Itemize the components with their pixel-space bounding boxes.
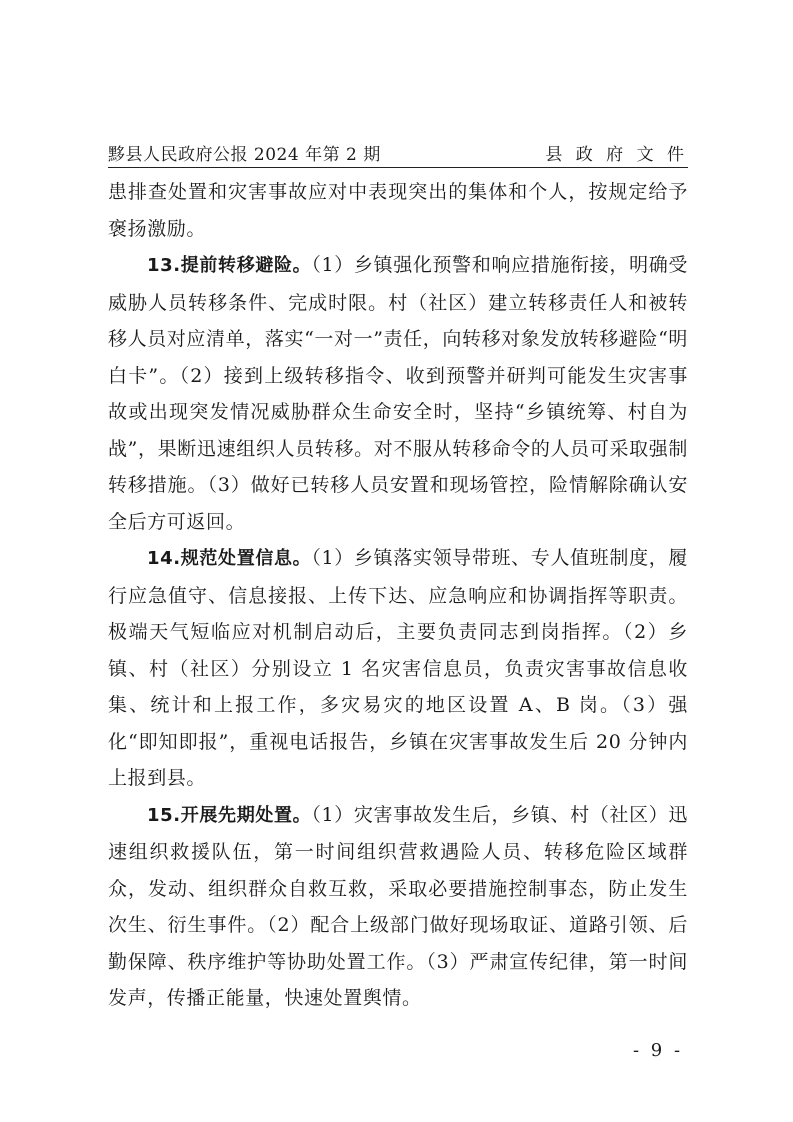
item-heading: 14.规范处置信息。 (147, 548, 312, 569)
paragraph-continuation (108, 174, 688, 247)
paragraph-text: （1）灾害事故发生后，乡镇、村（社区）迅速组织救援队伍，第一时间组织营救遇险人员、转移危险区域群众，发动、组织群众自救互救，采取必要措施控制事态，防止发生次生、衍生事件。（2）配合上级部门做好现场取证、道路引领、后勤保障、秩序维护等协助处置工作。（3）严肃宣传纪律，第一时间发声，传播正能量，快速处置舆情。 (108, 803, 688, 1009)
running-header (108, 140, 688, 166)
gazette-title: 黟县人民政府公报 2024 年第 2 期 (108, 145, 381, 165)
document-body (108, 174, 688, 1017)
header-rule (108, 167, 688, 168)
item-heading: 15.开展先期处置。 (147, 804, 312, 826)
paragraph-text: （1）乡镇落实领导带班、专人值班制度，履行应急值守、信息接报、上传下达、应急响应和协调指挥等职责。极端天气短临应对机制启动后，主要负责同志到岗指挥。（2）乡镇、村（社区）分别设立 1 名灾害信息员，负责灾害事故信息收集、统计和上报工作，多灾易灾的地区设置 A、B 岗。（3）强化“即知即报”，重视电话报告，乡镇在灾害事故发生后 20 分钟内上报到县。 (108, 547, 688, 789)
item-heading: 13.提前转移避险。 (147, 255, 312, 276)
paragraph-text: （1）乡镇强化预警和响应措施衔接，明确受威胁人员转移条件、完成时限。村（社区）建立转移责任人和被转移人员对应清单，落实“一对一”责任，向转移对象发放转移避险“明白卡”。（2）接到上级转移指令、收到预警并研判可能发生灾害事故或出现突发情况威胁群众生命安全时，坚持“乡镇统筹、村自为战”，果断迅速组织人员转移。对不服从转移命令的人员可采取强制转移措施。（3）做好已转移人员安置和现场管控，险情解除确认安全后方可返回。 (108, 254, 688, 533)
paragraph-item-13 (108, 247, 688, 540)
paragraph-item-15 (108, 797, 688, 1017)
section-label: 县 政 府 文 件 (545, 145, 688, 165)
page-number: - 9 - (633, 1040, 684, 1061)
paragraph-text: 患排查处置和灾害事故应对中表现突出的集体和个人，按规定给予褒扬激励。 (108, 181, 688, 240)
paragraph-item-14 (108, 540, 688, 797)
